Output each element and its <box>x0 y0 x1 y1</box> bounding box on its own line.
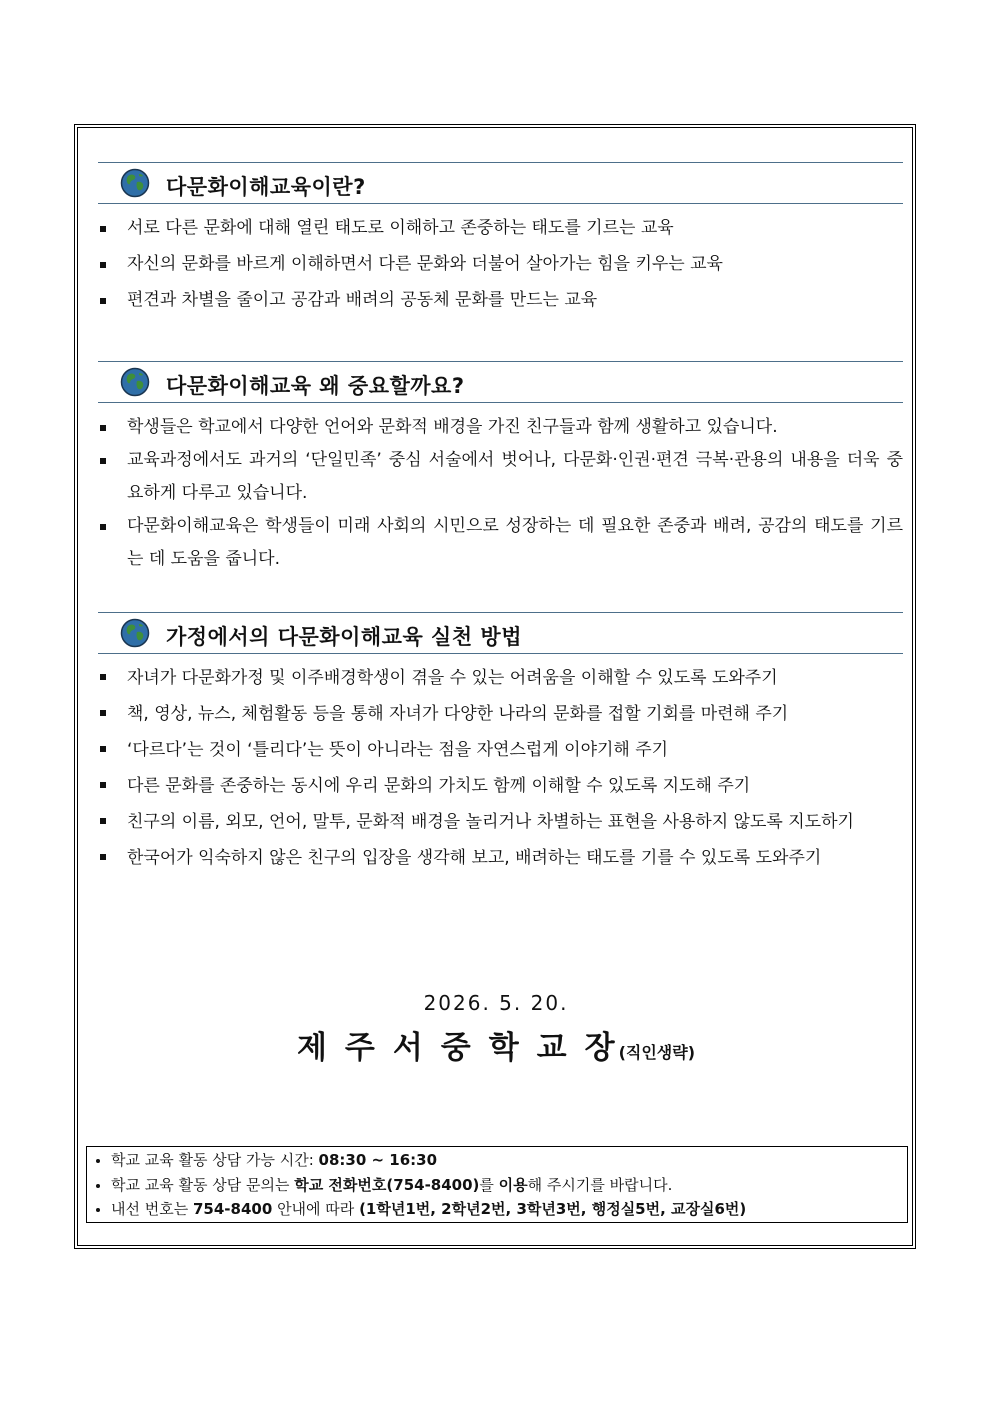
info-line-extension <box>95 1197 907 1222</box>
list-item: 자녀가 다문화가정 및 이주배경학생이 겪을 수 있는 어려움을 이해할 수 있도록 도와주기 <box>98 660 903 696</box>
info-text: 해 주시기를 바랍니다. <box>527 1175 673 1194</box>
section-what-is <box>98 162 903 317</box>
section-why-important <box>98 361 903 576</box>
list-item: 다문화이해교육은 학생들이 미래 사회의 시민으로 성장하는 데 필요한 존중과 배려, 공감의 태도를 기르는 데 도움을 줍니다. <box>98 510 903 576</box>
item-list <box>98 660 903 876</box>
info-text: 학교 교육 활동 상담 가능 시간: <box>111 1151 319 1169</box>
signer-note: (직인생략) <box>618 1043 696 1062</box>
contact-info-box <box>86 1146 908 1223</box>
info-text: 학교 교육 활동 상담 문의는 <box>111 1175 295 1194</box>
list-item: 교육과정에서도 과거의 ‘단일민족’ 중심 서술에서 벗어나, 다문화·인권·편견 극복·관용의 내용을 더욱 중요하게 다루고 있습니다. <box>98 444 903 510</box>
item-list <box>98 411 903 576</box>
item-list <box>98 212 903 317</box>
info-number: 754-8400 <box>193 1200 273 1218</box>
list-item: 자신의 문화를 바르게 이해하면서 다른 문화와 더불어 살아가는 힘을 키우는 교육 <box>98 248 903 281</box>
list-item: 한국어가 익숙하지 않은 친구의 입장을 생각해 보고, 배려하는 태도를 기를 수 있도록 도와주기 <box>98 840 903 876</box>
info-phone: 학교 전화번호(754-8400) <box>294 1175 480 1194</box>
list-item: 서로 다른 문화에 대해 열린 태도로 이해하고 존중하는 태도를 기르는 교육 <box>98 212 903 245</box>
list-item: 학생들은 학교에서 다양한 언어와 문화적 배경을 가진 친구들과 함께 생활하고 있습니다. <box>98 411 903 444</box>
list-item: 친구의 이름, 외모, 언어, 말투, 문화적 배경을 놀리거나 차별하는 표현을 사용하지 않도록 지도하기 <box>98 804 903 840</box>
info-text: 를 <box>479 1175 499 1194</box>
section-header <box>98 162 903 204</box>
signer-name: 제주서중학교장 <box>296 1030 633 1066</box>
list-item: 책, 영상, 뉴스, 체험활동 등을 통해 자녀가 다양한 나라의 문화를 접할 기회를 마련해 주기 <box>98 696 903 732</box>
info-line-phone <box>95 1173 907 1198</box>
section-header <box>98 612 903 654</box>
globe-icon <box>120 618 150 648</box>
section-title: 가정에서의 다문화이해교육 실천 방법 <box>166 625 523 649</box>
info-text: 안내에 따라 <box>272 1200 360 1218</box>
list-item: 다른 문화를 존중하는 동시에 우리 문화의 가치도 함께 이해할 수 있도록 지도해 주기 <box>98 768 903 804</box>
issue-date: 2026. 5. 20. <box>423 991 569 1015</box>
info-hours: 08:30 ~ 16:30 <box>318 1151 438 1169</box>
section-title: 다문화이해교육이란? <box>166 175 366 199</box>
section-header <box>98 361 903 403</box>
list-item: ‘다르다’는 것이 ‘틀리다’는 뜻이 아니라는 점을 자연스럽게 이야기해 주기 <box>98 732 903 768</box>
info-emphasis: 이용 <box>498 1175 528 1194</box>
info-line-hours <box>95 1148 907 1173</box>
list-item: 편견과 차별을 줄이고 공감과 배려의 공동체 문화를 만드는 교육 <box>98 284 903 317</box>
info-text: 내선 번호는 <box>111 1200 193 1218</box>
section-home-practice <box>98 612 903 876</box>
info-extensions: (1학년1번, 2학년2번, 3학년3번, 행정실5번, 교장실6번) <box>359 1200 747 1218</box>
signer-block <box>0 1022 992 1067</box>
section-title: 다문화이해교육 왜 중요할까요? <box>166 374 465 398</box>
globe-icon <box>120 168 150 198</box>
globe-icon <box>120 367 150 397</box>
